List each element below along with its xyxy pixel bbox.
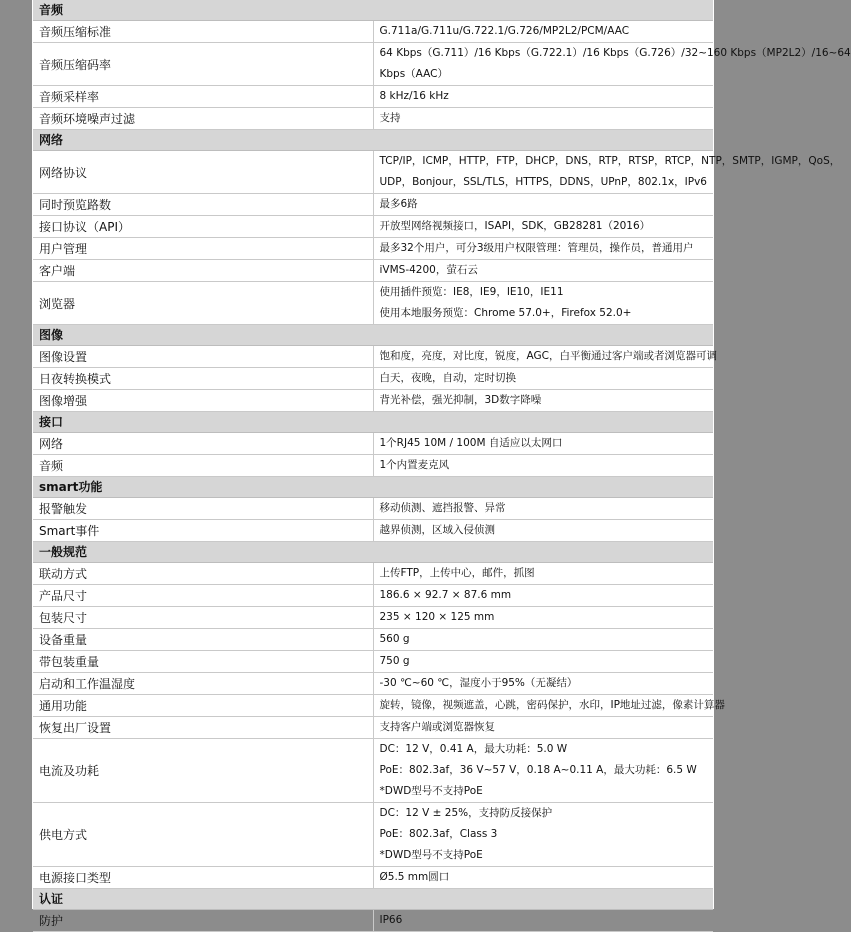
spec-value (373, 108, 713, 130)
spec-label: 日夜转换模式 (33, 368, 373, 390)
spec-label: 网络协议 (33, 151, 373, 194)
spec-value-line: TCP/IP，ICMP，HTTP，FTP，DHCP，DNS，RTP，RTSP，RTCP，NTP，SMTP，IGMP，QoS， (379, 155, 841, 167)
spec-label: 通用功能 (33, 695, 373, 717)
spec-label: 客户端 (33, 260, 373, 282)
spec-label: 电流及功耗 (33, 739, 373, 803)
spec-value-line: 750 g (379, 655, 410, 667)
spec-label: 音频环境噪声过滤 (33, 108, 373, 130)
spec-value-line: 支持 (379, 112, 401, 124)
spec-value (373, 629, 713, 651)
spec-value-line: 上传FTP，上传中心，邮件，抓图 (379, 567, 535, 579)
spec-value (373, 260, 713, 282)
spec-value-line: PoE：802.3af，Class 3 (379, 828, 498, 840)
spec-value (373, 651, 713, 673)
spec-row (33, 673, 713, 695)
spec-value (373, 607, 713, 629)
spec-value-line: 1个内置麦克风 (379, 459, 450, 471)
spec-label: 产品尺寸 (33, 585, 373, 607)
spec-value-line: PoE：802.3af，36 V~57 V，0.18 A~0.11 A，最大功耗：6.5 W (379, 764, 697, 776)
spec-row (33, 390, 713, 412)
section-title: 接口 (33, 412, 713, 433)
spec-value (373, 282, 713, 325)
spec-label: 浏览器 (33, 282, 373, 325)
spec-label: 音频压缩码率 (33, 43, 373, 86)
spec-row (33, 585, 713, 607)
spec-label: 恢复出厂设置 (33, 717, 373, 739)
spec-value (373, 238, 713, 260)
spec-sheet (32, 0, 851, 928)
spec-value-line: 使用本地服务预览：Chrome 57.0+，Firefox 52.0+ (379, 307, 632, 319)
spec-row (33, 695, 713, 717)
spec-row (33, 563, 713, 585)
spec-value (373, 498, 713, 520)
spec-value (373, 739, 713, 803)
spec-row (33, 194, 713, 216)
spec-value-line: 560 g (379, 633, 410, 645)
section-header (33, 0, 713, 21)
spec-value-line: 8 kHz/16 kHz (379, 90, 449, 102)
spec-value (373, 520, 713, 542)
spec-value-line: Kbps（AAC） (379, 68, 448, 80)
spec-value (373, 695, 725, 717)
spec-value-line: UDP，Bonjour，SSL/TLS，HTTPS，DDNS，UPnP，802.1x，IPv6 (379, 176, 707, 188)
spec-label: 供电方式 (33, 803, 373, 867)
section-header (33, 477, 713, 498)
spec-value-line: 越界侦测，区域入侵侦测 (379, 524, 495, 536)
spec-value-line: IP66 (379, 914, 403, 926)
spec-value (373, 390, 713, 412)
spec-label: 网络 (33, 433, 373, 455)
spec-value-line: 背光补偿，强光抑制，3D数字降噪 (379, 394, 542, 406)
spec-row (33, 238, 713, 260)
spec-table (33, 0, 851, 932)
spec-row (33, 260, 713, 282)
spec-value (373, 585, 713, 607)
spec-row (33, 629, 713, 651)
section-title: 图像 (33, 325, 713, 346)
spec-value (373, 563, 713, 585)
spec-value-line: *DWD型号不支持PoE (379, 785, 483, 797)
spec-row (33, 739, 713, 803)
section-title: 一般规范 (33, 542, 713, 563)
spec-row (33, 433, 713, 455)
spec-label: 用户管理 (33, 238, 373, 260)
spec-row (33, 216, 713, 238)
spec-value (373, 433, 713, 455)
spec-value-line: 64 Kbps（G.711）/16 Kbps（G.722.1）/16 Kbps（G.726）/32~160 Kbps（MP2L2）/16~64 (379, 47, 851, 59)
spec-value (373, 867, 713, 889)
section-title: smart功能 (33, 477, 713, 498)
spec-value-line: 白天，夜晚，自动，定时切换 (379, 372, 516, 384)
spec-label: 防护 (33, 910, 373, 932)
section-title: 认证 (33, 889, 713, 910)
spec-row (33, 346, 713, 368)
section-header (33, 325, 713, 346)
spec-row (33, 43, 713, 86)
spec-row (33, 717, 713, 739)
spec-row (33, 86, 713, 108)
spec-value (373, 216, 713, 238)
spec-label: 音频 (33, 455, 373, 477)
spec-value (373, 43, 851, 86)
spec-label: Smart事件 (33, 520, 373, 542)
spec-value-line: 支持客户端或浏览器恢复 (379, 721, 495, 733)
spec-value (373, 151, 841, 194)
spec-value-line: 移动侦测、遮挡报警、异常 (379, 502, 506, 514)
spec-label: 音频压缩标准 (33, 21, 373, 43)
spec-value (373, 455, 713, 477)
spec-label: 联动方式 (33, 563, 373, 585)
spec-row (33, 282, 713, 325)
spec-value-line: 186.6 × 92.7 × 87.6 mm (379, 589, 512, 601)
spec-row (33, 607, 713, 629)
spec-value-line: DC：12 V ± 25%，支持防反接保护 (379, 807, 553, 819)
spec-value (373, 86, 713, 108)
spec-label: 图像设置 (33, 346, 373, 368)
section-header (33, 130, 713, 151)
spec-row (33, 520, 713, 542)
spec-row (33, 368, 713, 390)
spec-label: 电源接口类型 (33, 867, 373, 889)
spec-value-line: iVMS-4200，萤石云 (379, 264, 478, 276)
spec-value (373, 717, 713, 739)
section-header (33, 889, 713, 910)
spec-label: 同时预览路数 (33, 194, 373, 216)
spec-table-body (33, 0, 851, 932)
spec-row (33, 21, 713, 43)
section-title: 网络 (33, 130, 713, 151)
spec-value-line: *DWD型号不支持PoE (379, 849, 483, 861)
spec-value-line: 1个RJ45 10M / 100M 自适应以太网口 (379, 437, 563, 449)
spec-label: 包装尺寸 (33, 607, 373, 629)
spec-value-line: DC：12 V，0.41 A，最大功耗：5.0 W (379, 743, 568, 755)
spec-value-line: -30 ℃~60 ℃，湿度小于95%（无凝结） (379, 677, 578, 689)
spec-value (373, 368, 713, 390)
spec-value-line: 旋转，镜像，视频遮盖，心跳，密码保护，水印，IP地址过滤，像素计算器 (379, 699, 725, 711)
spec-row (33, 651, 713, 673)
spec-value (373, 346, 717, 368)
spec-value (373, 803, 713, 867)
spec-value-line: 最多32个用户，可分3级用户权限管理：管理员，操作员，普通用户 (379, 242, 694, 254)
spec-value-line: 235 × 120 × 125 mm (379, 611, 495, 623)
spec-value-line: 饱和度，亮度，对比度，锐度，AGC，白平衡通过客户端或者浏览器可调 (379, 350, 717, 362)
spec-row (33, 803, 713, 867)
spec-value (373, 194, 713, 216)
spec-row (33, 867, 713, 889)
spec-value-line: Ø5.5 mm圆口 (379, 871, 450, 883)
spec-label: 启动和工作温湿度 (33, 673, 373, 695)
spec-label: 音频采样率 (33, 86, 373, 108)
spec-row (33, 108, 713, 130)
spec-label: 图像增强 (33, 390, 373, 412)
spec-row (33, 910, 713, 932)
spec-label: 报警触发 (33, 498, 373, 520)
spec-value-line: 最多6路 (379, 198, 418, 210)
spec-row (33, 455, 713, 477)
spec-value-line: 使用插件预览：IE8，IE9，IE10，IE11 (379, 286, 564, 298)
spec-row (33, 151, 713, 194)
spec-value-line: G.711a/G.711u/G.722.1/G.726/MP2L2/PCM/AAC (379, 25, 630, 37)
spec-label: 带包装重量 (33, 651, 373, 673)
spec-value (373, 21, 713, 43)
section-header (33, 542, 713, 563)
section-title: 音频 (33, 0, 713, 21)
spec-value (373, 910, 713, 932)
spec-value (373, 673, 713, 695)
spec-label: 设备重量 (33, 629, 373, 651)
section-header (33, 412, 713, 433)
spec-value-line: 开放型网络视频接口，ISAPI，SDK，GB28281（2016） (379, 220, 651, 232)
spec-label: 接口协议（API） (33, 216, 373, 238)
spec-row (33, 498, 713, 520)
